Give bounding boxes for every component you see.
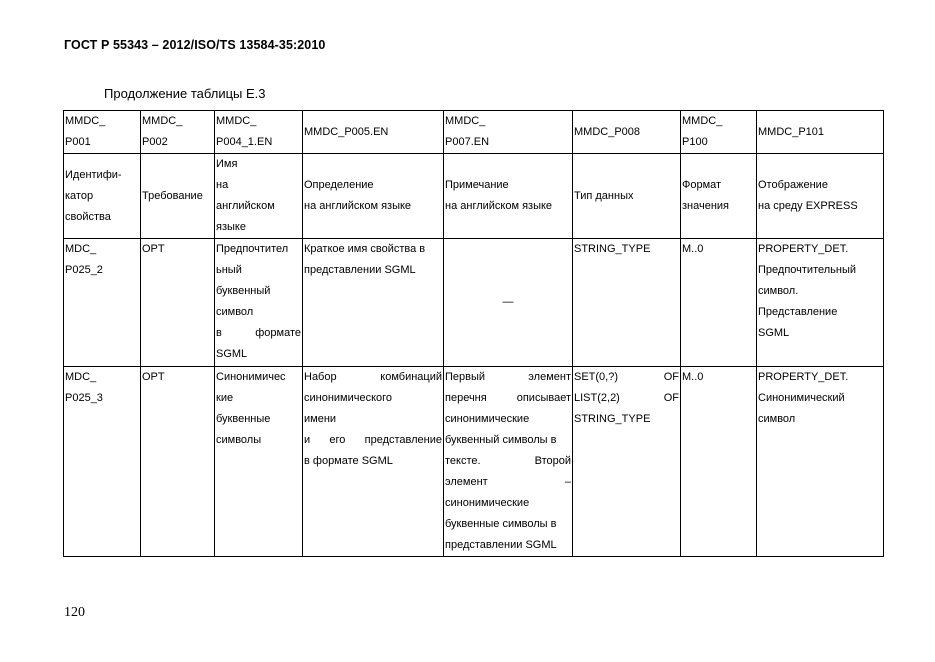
header-code-cell bbox=[64, 111, 141, 154]
header-name-cell bbox=[64, 154, 141, 239]
cell-line: элемент – bbox=[445, 476, 571, 488]
cell-line: PROPERTY_DET. bbox=[758, 243, 849, 255]
cell-line: P025_3 bbox=[65, 392, 103, 404]
cell-line: SET(0,?) OF bbox=[574, 371, 679, 383]
express-cell bbox=[757, 239, 884, 367]
id-cell bbox=[64, 367, 141, 557]
cell-line: буквенный bbox=[216, 285, 271, 297]
cell-line: на среду EXPRESS bbox=[758, 200, 858, 212]
requirement-cell: OPT bbox=[141, 367, 215, 557]
cell-line: катор bbox=[65, 189, 94, 202]
cell-line: символы bbox=[216, 434, 262, 446]
cell-line: свойства bbox=[65, 210, 111, 223]
cell-line: Требование bbox=[142, 189, 203, 202]
cell-line: Тип данных bbox=[574, 189, 634, 202]
header-code-cell bbox=[141, 111, 215, 154]
cell-line: Формат bbox=[682, 179, 722, 191]
header-name-cell bbox=[573, 154, 681, 239]
definition-cell bbox=[303, 239, 444, 367]
header-name-cell bbox=[757, 154, 884, 239]
cell-line: Имя bbox=[216, 158, 238, 170]
cell-line: ьный bbox=[216, 264, 242, 276]
cell-line: Синонимичес bbox=[216, 371, 286, 383]
cell-line: синонимические bbox=[445, 413, 530, 425]
cell-line: MMDC_ bbox=[142, 115, 183, 127]
cell-line: Примечание bbox=[445, 179, 509, 191]
cell-line: P025_2 bbox=[65, 264, 103, 276]
header-code-cell bbox=[303, 111, 444, 154]
cell-line: кие bbox=[216, 392, 234, 404]
cell-line: представлении SGML bbox=[445, 539, 557, 551]
note-cell bbox=[444, 367, 573, 557]
cell-line: LIST(2,2) OF bbox=[574, 392, 679, 404]
cell-line: PROPERTY_DET. bbox=[758, 371, 849, 383]
cell-line: Первый элемент bbox=[445, 371, 571, 383]
cell-line: Предпочтительный bbox=[758, 264, 857, 276]
cell-line: перечня описывает bbox=[445, 392, 571, 404]
cell-line: Представление bbox=[758, 306, 838, 318]
express-cell bbox=[757, 367, 884, 557]
cell-line: Синонимический bbox=[758, 392, 845, 404]
header-code-cell bbox=[573, 111, 681, 154]
cell-line: на английском языке bbox=[304, 200, 412, 212]
cell-line: SGML bbox=[758, 327, 790, 339]
header-name-cell bbox=[215, 154, 303, 239]
header-name-row bbox=[64, 154, 884, 239]
cell-line: MMDC_ bbox=[445, 115, 486, 127]
format-cell: M..0 bbox=[681, 239, 757, 367]
cell-line: имени bbox=[304, 413, 337, 425]
cell-line: STRING_TYPE bbox=[574, 413, 651, 425]
cell-line: MMDC_ bbox=[65, 115, 106, 127]
cell-line: значения bbox=[682, 200, 730, 212]
cell-line: P001 bbox=[65, 136, 91, 148]
cell-line: в формате bbox=[216, 327, 301, 339]
cell-line: Идентифи- bbox=[65, 168, 122, 181]
header-code-cell bbox=[444, 111, 573, 154]
cell-line: в формате SGML bbox=[304, 455, 393, 467]
standard-title: ГОСТ Р 55343 – 2012/ISO/TS 13584-35:2010 bbox=[64, 38, 326, 52]
cell-line: символ bbox=[758, 413, 796, 425]
cell-line: Отображение bbox=[758, 179, 828, 191]
table-row bbox=[64, 239, 884, 367]
cell-line: представлении SGML bbox=[304, 264, 416, 276]
id-cell bbox=[64, 239, 141, 367]
header-code-cell bbox=[215, 111, 303, 154]
data-type-cell bbox=[573, 367, 681, 557]
cell-line: языке bbox=[216, 221, 246, 233]
cell-line: MMDC_ bbox=[682, 115, 723, 127]
cell-line: буквенный символы в bbox=[445, 434, 557, 446]
cell-line: MMDC_P005.EN bbox=[304, 125, 389, 138]
cell-line: MDC_ bbox=[65, 243, 97, 255]
cell-line: синонимического bbox=[304, 392, 393, 404]
data-type-cell bbox=[573, 239, 681, 367]
cell-line: синонимические bbox=[445, 497, 530, 509]
cell-line: MMDC_ bbox=[216, 115, 257, 127]
cell-line: P002 bbox=[142, 136, 168, 148]
cell-line: P007.EN bbox=[445, 136, 490, 148]
cell-line: STRING_TYPE bbox=[574, 243, 651, 255]
name-cell bbox=[215, 367, 303, 557]
cell-line: SGML bbox=[216, 348, 248, 360]
cell-line: Набор комбинаций bbox=[304, 371, 442, 383]
cell-line: символ bbox=[216, 306, 254, 318]
cell-line: английском bbox=[216, 200, 275, 212]
cell-line: и его представление bbox=[304, 434, 442, 446]
cell-line: MMDC_P101 bbox=[758, 125, 825, 138]
header-name-cell bbox=[681, 154, 757, 239]
cell-line: MDC_ bbox=[65, 371, 97, 383]
format-cell: M..0 bbox=[681, 367, 757, 557]
cell-line: Краткое имя свойства в bbox=[304, 243, 426, 255]
cell-line: буквенные bbox=[216, 413, 271, 425]
cell-line: Предпочтител bbox=[216, 243, 289, 255]
cell-line: на английском языке bbox=[445, 200, 553, 212]
cell-line: Определение bbox=[304, 179, 374, 191]
definition-cell bbox=[303, 367, 444, 557]
cell-line: на bbox=[216, 179, 229, 191]
cell-line: тексте. Второй bbox=[445, 455, 571, 467]
cell-line: P004_1.EN bbox=[216, 136, 273, 148]
header-code-row bbox=[64, 111, 884, 154]
cell-line: P100 bbox=[682, 136, 708, 148]
note-cell: — bbox=[444, 239, 573, 367]
name-cell bbox=[215, 239, 303, 367]
page-number: 120 bbox=[64, 605, 85, 620]
cell-line: MMDC_P008 bbox=[574, 125, 641, 138]
header-code-cell bbox=[757, 111, 884, 154]
cell-line: символ. bbox=[758, 285, 799, 297]
properties-table bbox=[63, 110, 884, 557]
table-row bbox=[64, 367, 884, 557]
requirement-cell: OPT bbox=[141, 239, 215, 367]
header-code-cell bbox=[681, 111, 757, 154]
header-name-cell bbox=[303, 154, 444, 239]
table-continuation-label: Продолжение таблицы Е.3 bbox=[104, 86, 266, 101]
cell-line: буквенные символы в bbox=[445, 518, 557, 530]
header-name-cell bbox=[141, 154, 215, 239]
header-name-cell bbox=[444, 154, 573, 239]
